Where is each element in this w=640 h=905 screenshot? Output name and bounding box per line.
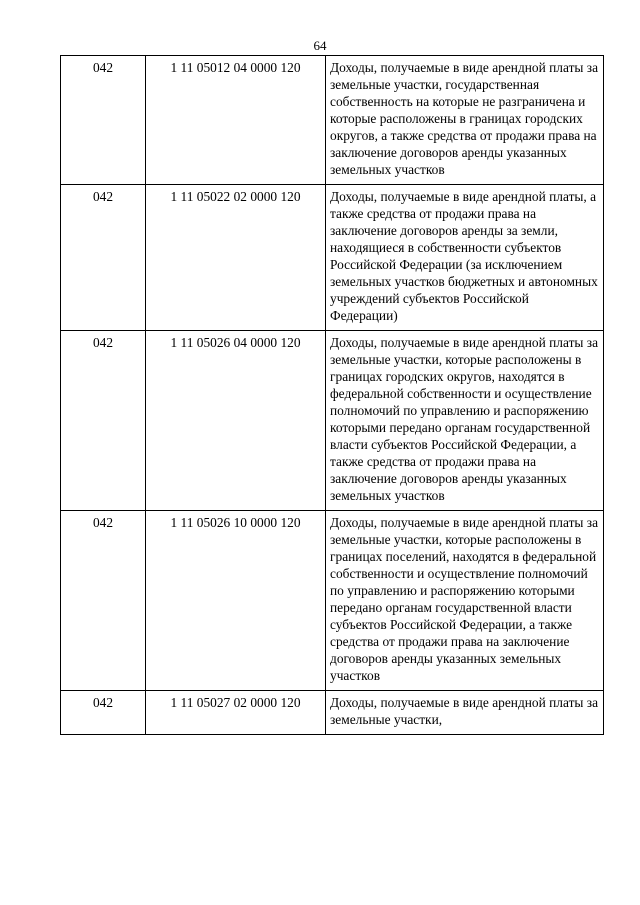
description-cell: Доходы, получаемые в виде арендной платы за земельные участки, государственная собственность на которые не разграничена и которые расположены в границах городских округов, а также средства от продажи права на заключение договоров аренды указанных земельных участков [326, 56, 604, 185]
description-cell: Доходы, получаемые в виде арендной платы, а также средства от продажи права на заключение договоров аренды за земли, находящиеся в собственности субъектов Российской Федерации (за исключением земельных участков бюджетных и автономных учреждений субъектов Российской Федерации) [326, 185, 604, 331]
kbk-code-cell: 1 11 05027 02 0000 120 [146, 691, 326, 735]
kbk-code-cell: 1 11 05026 04 0000 120 [146, 331, 326, 511]
table-row [61, 185, 604, 331]
page-number: 64 [313, 38, 327, 53]
kbk-code-cell: 1 11 05026 10 0000 120 [146, 511, 326, 691]
description-cell: Доходы, получаемые в виде арендной платы за земельные участки, [326, 691, 604, 735]
admin-code-cell: 042 [61, 185, 146, 331]
admin-code-cell: 042 [61, 691, 146, 735]
table-row [61, 331, 604, 511]
revenue-codes-table [60, 55, 604, 735]
admin-code-cell: 042 [61, 511, 146, 691]
admin-code-cell: 042 [61, 56, 146, 185]
table-row [61, 691, 604, 735]
kbk-code-cell: 1 11 05022 02 0000 120 [146, 185, 326, 331]
table-row [61, 56, 604, 185]
description-cell: Доходы, получаемые в виде арендной платы за земельные участки, которые расположены в границах городских округов, находятся в федеральной собственности и осуществление полномочий по управлению и распоряжению которыми передано органам государственной власти субъектов Российской Федерации, а также средства от продажи права на заключение договоров аренды указанных земельных участков [326, 331, 604, 511]
admin-code-cell: 042 [61, 331, 146, 511]
kbk-code-cell: 1 11 05012 04 0000 120 [146, 56, 326, 185]
table-row [61, 511, 604, 691]
description-cell: Доходы, получаемые в виде арендной платы за земельные участки, которые расположены в границах поселений, находятся в федеральной собственности и осуществление полномочий по управлению и распоряжению которыми передано органам государственной власти субъектов Российской Федерации, а также средства от продажи права на заключение договоров аренды указанных земельных участков [326, 511, 604, 691]
